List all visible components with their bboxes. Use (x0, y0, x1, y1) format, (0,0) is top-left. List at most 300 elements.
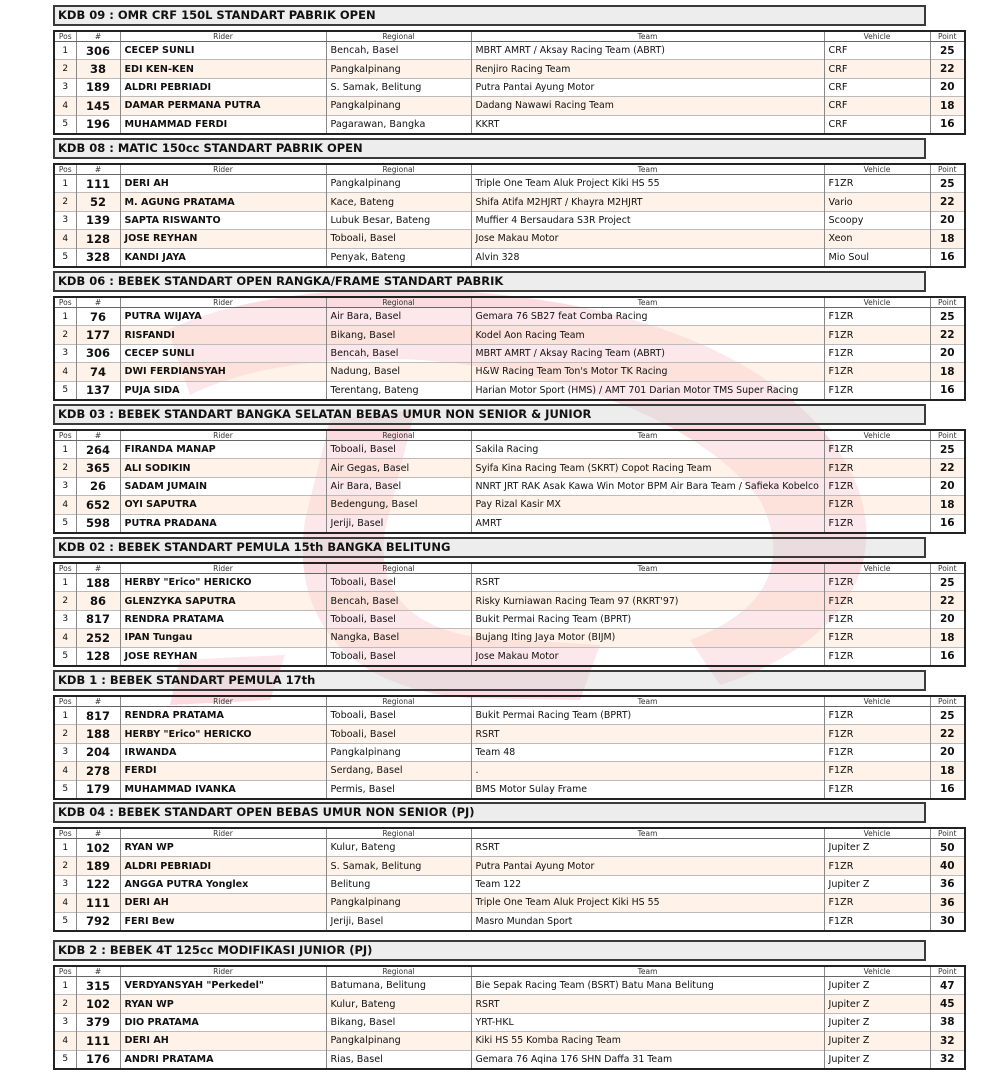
table-row (54, 592, 965, 610)
cell-regional: Toboali, Basel (326, 610, 471, 628)
cell-pos: 1 (54, 42, 76, 60)
cell-regional: Kulur, Bateng (326, 839, 471, 857)
table-row (54, 780, 965, 799)
cell-point: 20 (930, 211, 965, 229)
cell-vehicle: F1ZR (824, 592, 930, 610)
cell-rider: SAPTA RISWANTO (120, 211, 326, 229)
column-header-pos: Pos (54, 966, 76, 977)
cell-team: Bukit Permai Racing Team (BPRT) (471, 707, 824, 725)
cell-num: 652 (76, 496, 120, 514)
cell-num: 102 (76, 995, 120, 1013)
cell-point: 32 (930, 1032, 965, 1050)
cell-pos: 4 (54, 97, 76, 115)
cell-regional: Toboali, Basel (326, 647, 471, 666)
column-header-vehicle: Vehicle (824, 696, 930, 707)
cell-regional: Pangkalpinang (326, 97, 471, 115)
column-header-rider: Rider (120, 966, 326, 977)
column-header-num: # (76, 828, 120, 839)
cell-rider: HERBY "Erico" HERICKO (120, 574, 326, 592)
column-header-point: Point (930, 563, 965, 574)
column-header-num: # (76, 31, 120, 42)
cell-regional: Pangkalpinang (326, 1032, 471, 1050)
header-row (54, 430, 965, 441)
cell-regional: Belitung (326, 875, 471, 893)
cell-regional: Nadung, Basel (326, 363, 471, 381)
cell-team: Muffier 4 Bersaudara S3R Project (471, 211, 824, 229)
cell-point: 32 (930, 1050, 965, 1069)
cell-rider: RENDRA PRATAMA (120, 707, 326, 725)
cell-num: 315 (76, 977, 120, 995)
cell-num: 139 (76, 211, 120, 229)
cell-num: 306 (76, 344, 120, 362)
cell-rider: FERDI (120, 762, 326, 780)
cell-pos: 2 (54, 592, 76, 610)
header-row (54, 164, 965, 175)
cell-regional: Pangkalpinang (326, 743, 471, 761)
cell-team: Harian Motor Sport (HMS) / AMT 701 Darian Motor TMS Super Racing (471, 381, 824, 400)
cell-pos: 4 (54, 762, 76, 780)
section-title: KDB 1 : BEBEK STANDART PEMULA 17th (53, 670, 926, 691)
results-table (53, 562, 966, 667)
table-row (54, 97, 965, 115)
column-header-rider: Rider (120, 430, 326, 441)
results-table (53, 30, 966, 135)
column-header-rider: Rider (120, 297, 326, 308)
cell-vehicle: F1ZR (824, 707, 930, 725)
cell-point: 20 (930, 743, 965, 761)
cell-vehicle: Jupiter Z (824, 1050, 930, 1069)
cell-point: 40 (930, 857, 965, 875)
cell-vehicle: F1ZR (824, 477, 930, 495)
cell-vehicle: Jupiter Z (824, 875, 930, 893)
cell-num: 278 (76, 762, 120, 780)
column-header-point: Point (930, 966, 965, 977)
header-row (54, 31, 965, 42)
cell-pos: 2 (54, 326, 76, 344)
cell-regional: Bikang, Basel (326, 326, 471, 344)
cell-regional: Toboali, Basel (326, 441, 471, 459)
cell-regional: Terentang, Bateng (326, 381, 471, 400)
cell-pos: 1 (54, 977, 76, 995)
column-header-regional: Regional (326, 297, 471, 308)
cell-num: 74 (76, 363, 120, 381)
cell-pos: 3 (54, 344, 76, 362)
cell-rider: DERI AH (120, 894, 326, 912)
cell-num: 264 (76, 441, 120, 459)
table-row (54, 743, 965, 761)
race-section (53, 138, 964, 268)
table-row (54, 514, 965, 533)
cell-vehicle: F1ZR (824, 743, 930, 761)
cell-rider: ANGGA PUTRA Yonglex (120, 875, 326, 893)
cell-num: 189 (76, 857, 120, 875)
cell-team: Dadang Nawawi Racing Team (471, 97, 824, 115)
cell-team: Alvin 328 (471, 248, 824, 267)
cell-vehicle: F1ZR (824, 629, 930, 647)
cell-point: 45 (930, 995, 965, 1013)
cell-vehicle: F1ZR (824, 647, 930, 666)
cell-team: YRT-HKL (471, 1013, 824, 1031)
cell-rider: MUHAMMAD IVANKA (120, 780, 326, 799)
column-header-vehicle: Vehicle (824, 297, 930, 308)
cell-vehicle: F1ZR (824, 725, 930, 743)
cell-pos: 3 (54, 477, 76, 495)
column-header-point: Point (930, 828, 965, 839)
cell-point: 16 (930, 381, 965, 400)
cell-point: 36 (930, 875, 965, 893)
header-row (54, 828, 965, 839)
column-header-pos: Pos (54, 828, 76, 839)
cell-rider: PUTRA WIJAYA (120, 308, 326, 326)
cell-team: RSRT (471, 995, 824, 1013)
cell-point: 18 (930, 363, 965, 381)
cell-regional: Air Bara, Basel (326, 477, 471, 495)
cell-point: 38 (930, 1013, 965, 1031)
column-header-regional: Regional (326, 563, 471, 574)
cell-num: 252 (76, 629, 120, 647)
table-row (54, 629, 965, 647)
cell-team: MBRT AMRT / Aksay Racing Team (ABRT) (471, 42, 824, 60)
column-header-rider: Rider (120, 828, 326, 839)
cell-num: 189 (76, 78, 120, 96)
race-section (53, 940, 964, 1070)
cell-rider: PUJA SIDA (120, 381, 326, 400)
table-row (54, 42, 965, 60)
header-row (54, 297, 965, 308)
header-row (54, 563, 965, 574)
cell-point: 25 (930, 441, 965, 459)
column-header-regional: Regional (326, 966, 471, 977)
cell-rider: DERI AH (120, 175, 326, 193)
cell-rider: FERI Bew (120, 912, 326, 931)
cell-regional: Bikang, Basel (326, 1013, 471, 1031)
cell-num: 817 (76, 610, 120, 628)
cell-regional: Penyak, Bateng (326, 248, 471, 267)
table-row (54, 610, 965, 628)
column-header-vehicle: Vehicle (824, 966, 930, 977)
cell-team: Syifa Kina Racing Team (SKRT) Copot Racing Team (471, 459, 824, 477)
cell-team: Pay Rizal Kasir MX (471, 496, 824, 514)
cell-pos: 5 (54, 514, 76, 533)
cell-pos: 1 (54, 707, 76, 725)
cell-team: . (471, 762, 824, 780)
cell-point: 25 (930, 308, 965, 326)
cell-team: RSRT (471, 574, 824, 592)
section-title: KDB 06 : BEBEK STANDART OPEN RANGKA/FRAME STANDART PABRIK (53, 271, 926, 292)
cell-pos: 4 (54, 894, 76, 912)
section-title: KDB 2 : BEBEK 4T 125cc MODIFIKASI JUNIOR (PJ) (53, 940, 926, 961)
cell-pos: 4 (54, 496, 76, 514)
table-row (54, 78, 965, 96)
results-table (53, 163, 966, 268)
cell-regional: Serdang, Basel (326, 762, 471, 780)
cell-regional: Bencah, Basel (326, 42, 471, 60)
cell-regional: Toboali, Basel (326, 574, 471, 592)
cell-rider: EDI KEN-KEN (120, 60, 326, 78)
cell-regional: Air Gegas, Basel (326, 459, 471, 477)
cell-point: 36 (930, 894, 965, 912)
table-row (54, 60, 965, 78)
cell-vehicle: Jupiter Z (824, 995, 930, 1013)
column-header-rider: Rider (120, 164, 326, 175)
column-header-num: # (76, 430, 120, 441)
cell-num: 86 (76, 592, 120, 610)
cell-rider: ALDRI PEBRIADI (120, 857, 326, 875)
cell-rider: ALDRI PEBRIADI (120, 78, 326, 96)
cell-num: 111 (76, 175, 120, 193)
cell-rider: IRWANDA (120, 743, 326, 761)
cell-point: 18 (930, 762, 965, 780)
table-row (54, 363, 965, 381)
cell-num: 38 (76, 60, 120, 78)
cell-regional: Kulur, Bateng (326, 995, 471, 1013)
race-section (53, 404, 964, 534)
cell-team: Team 122 (471, 875, 824, 893)
cell-pos: 4 (54, 230, 76, 248)
cell-pos: 3 (54, 743, 76, 761)
cell-num: 111 (76, 894, 120, 912)
section-title: KDB 02 : BEBEK STANDART PEMULA 15th BANGKA BELITUNG (53, 537, 926, 558)
cell-pos: 4 (54, 629, 76, 647)
table-row (54, 477, 965, 495)
table-row (54, 1032, 965, 1050)
column-header-team: Team (471, 31, 824, 42)
cell-rider: RYAN WP (120, 995, 326, 1013)
cell-rider: JOSE REYHAN (120, 230, 326, 248)
cell-rider: VERDYANSYAH "Perkedel" (120, 977, 326, 995)
results-table (53, 695, 966, 800)
table-row (54, 496, 965, 514)
cell-num: 365 (76, 459, 120, 477)
cell-point: 25 (930, 707, 965, 725)
cell-vehicle: Jupiter Z (824, 839, 930, 857)
cell-point: 20 (930, 477, 965, 495)
cell-regional: Bedengung, Basel (326, 496, 471, 514)
cell-num: 26 (76, 477, 120, 495)
cell-rider: DERI AH (120, 1032, 326, 1050)
cell-vehicle: CRF (824, 115, 930, 134)
cell-team: BMS Motor Sulay Frame (471, 780, 824, 799)
cell-pos: 5 (54, 912, 76, 931)
cell-point: 20 (930, 344, 965, 362)
cell-vehicle: F1ZR (824, 574, 930, 592)
cell-team: MBRT AMRT / Aksay Racing Team (ABRT) (471, 344, 824, 362)
column-header-pos: Pos (54, 164, 76, 175)
cell-team: Putra Pantai Ayung Motor (471, 857, 824, 875)
table-row (54, 875, 965, 893)
cell-vehicle: Jupiter Z (824, 977, 930, 995)
column-header-regional: Regional (326, 696, 471, 707)
cell-point: 25 (930, 574, 965, 592)
cell-vehicle: F1ZR (824, 496, 930, 514)
cell-vehicle: CRF (824, 60, 930, 78)
cell-rider: DAMAR PERMANA PUTRA (120, 97, 326, 115)
column-header-pos: Pos (54, 31, 76, 42)
cell-team: RSRT (471, 839, 824, 857)
column-header-num: # (76, 696, 120, 707)
column-header-vehicle: Vehicle (824, 31, 930, 42)
cell-regional: Toboali, Basel (326, 230, 471, 248)
cell-rider: RISFANDI (120, 326, 326, 344)
cell-team: Gemara 76 Aqina 176 SHN Daffa 31 Team (471, 1050, 824, 1069)
cell-team: NNRT JRT RAK Asak Kawa Win Motor BPM Air Bara Team / Safieka Kobelco (471, 477, 824, 495)
cell-pos: 2 (54, 60, 76, 78)
cell-team: Kiki HS 55 Komba Racing Team (471, 1032, 824, 1050)
results-table (53, 965, 966, 1070)
section-title: KDB 03 : BEBEK STANDART BANGKA SELATAN BEBAS UMUR NON SENIOR & JUNIOR (53, 404, 926, 425)
column-header-num: # (76, 164, 120, 175)
results-table (53, 827, 966, 932)
cell-team: Sakila Racing (471, 441, 824, 459)
cell-regional: S. Samak, Belitung (326, 78, 471, 96)
column-header-regional: Regional (326, 31, 471, 42)
column-header-num: # (76, 966, 120, 977)
cell-vehicle: F1ZR (824, 363, 930, 381)
column-header-vehicle: Vehicle (824, 828, 930, 839)
cell-point: 47 (930, 977, 965, 995)
cell-point: 16 (930, 780, 965, 799)
column-header-point: Point (930, 696, 965, 707)
column-header-point: Point (930, 297, 965, 308)
cell-rider: M. AGUNG PRATAMA (120, 193, 326, 211)
cell-pos: 5 (54, 780, 76, 799)
cell-team: Bie Sepak Racing Team (BSRT) Batu Mana Belitung (471, 977, 824, 995)
cell-vehicle: Vario (824, 193, 930, 211)
cell-point: 25 (930, 175, 965, 193)
cell-point: 20 (930, 78, 965, 96)
cell-num: 379 (76, 1013, 120, 1031)
cell-num: 179 (76, 780, 120, 799)
cell-point: 22 (930, 60, 965, 78)
cell-pos: 1 (54, 441, 76, 459)
table-row (54, 344, 965, 362)
table-row (54, 308, 965, 326)
table-row (54, 248, 965, 267)
cell-pos: 3 (54, 1013, 76, 1031)
cell-regional: Kace, Bateng (326, 193, 471, 211)
cell-regional: Bencah, Basel (326, 344, 471, 362)
column-header-team: Team (471, 164, 824, 175)
cell-num: 76 (76, 308, 120, 326)
cell-team: Team 48 (471, 743, 824, 761)
cell-rider: RYAN WP (120, 839, 326, 857)
table-row (54, 977, 965, 995)
cell-vehicle: Jupiter Z (824, 1032, 930, 1050)
cell-pos: 5 (54, 248, 76, 267)
cell-pos: 2 (54, 193, 76, 211)
cell-team: Renjiro Racing Team (471, 60, 824, 78)
cell-regional: Pagarawan, Bangka (326, 115, 471, 134)
cell-team: Risky Kurniawan Racing Team 97 (RKRT'97) (471, 592, 824, 610)
column-header-regional: Regional (326, 828, 471, 839)
cell-num: 128 (76, 647, 120, 666)
cell-team: Kodel Aon Racing Team (471, 326, 824, 344)
cell-vehicle: F1ZR (824, 459, 930, 477)
cell-rider: CECEP SUNLI (120, 42, 326, 60)
column-header-vehicle: Vehicle (824, 563, 930, 574)
cell-pos: 1 (54, 175, 76, 193)
cell-vehicle: F1ZR (824, 912, 930, 931)
cell-team: Gemara 76 SB27 feat Comba Racing (471, 308, 824, 326)
cell-regional: Toboali, Basel (326, 725, 471, 743)
cell-team: Jose Makau Motor (471, 647, 824, 666)
table-row (54, 381, 965, 400)
section-title: KDB 09 : OMR CRF 150L STANDART PABRIK OPEN (53, 5, 926, 26)
results-table (53, 429, 966, 534)
column-header-team: Team (471, 696, 824, 707)
cell-vehicle: F1ZR (824, 857, 930, 875)
cell-point: 16 (930, 248, 965, 267)
cell-point: 22 (930, 725, 965, 743)
table-row (54, 725, 965, 743)
cell-vehicle: F1ZR (824, 308, 930, 326)
column-header-rider: Rider (120, 31, 326, 42)
cell-regional: Jeriji, Basel (326, 912, 471, 931)
column-header-num: # (76, 297, 120, 308)
cell-vehicle: Xeon (824, 230, 930, 248)
cell-pos: 2 (54, 857, 76, 875)
table-row (54, 211, 965, 229)
cell-vehicle: F1ZR (824, 514, 930, 533)
cell-vehicle: F1ZR (824, 780, 930, 799)
cell-point: 16 (930, 647, 965, 666)
cell-point: 50 (930, 839, 965, 857)
cell-regional: Permis, Basel (326, 780, 471, 799)
cell-team: KKRT (471, 115, 824, 134)
cell-point: 16 (930, 115, 965, 134)
cell-team: Triple One Team Aluk Project Kiki HS 55 (471, 175, 824, 193)
cell-team: H&W Racing Team Ton's Motor TK Racing (471, 363, 824, 381)
cell-rider: MUHAMMAD FERDI (120, 115, 326, 134)
cell-num: 306 (76, 42, 120, 60)
column-header-team: Team (471, 430, 824, 441)
cell-team: Masro Mundan Sport (471, 912, 824, 931)
table-row (54, 912, 965, 931)
cell-rider: OYI SAPUTRA (120, 496, 326, 514)
cell-regional: Toboali, Basel (326, 707, 471, 725)
cell-point: 20 (930, 610, 965, 628)
cell-pos: 3 (54, 78, 76, 96)
cell-point: 22 (930, 459, 965, 477)
cell-point: 18 (930, 496, 965, 514)
cell-regional: Nangka, Basel (326, 629, 471, 647)
table-row (54, 193, 965, 211)
cell-point: 18 (930, 97, 965, 115)
cell-regional: S. Samak, Belitung (326, 857, 471, 875)
column-header-point: Point (930, 31, 965, 42)
cell-num: 102 (76, 839, 120, 857)
cell-num: 792 (76, 912, 120, 931)
cell-team: Shifa Atifa M2HJRT / Khayra M2HJRT (471, 193, 824, 211)
table-row (54, 647, 965, 666)
header-row (54, 966, 965, 977)
cell-pos: 2 (54, 459, 76, 477)
results-table (53, 296, 966, 401)
cell-rider: KANDI JAYA (120, 248, 326, 267)
cell-regional: Rias, Basel (326, 1050, 471, 1069)
column-header-vehicle: Vehicle (824, 430, 930, 441)
cell-team: Bujang Iting Jaya Motor (BIJM) (471, 629, 824, 647)
cell-rider: JOSE REYHAN (120, 647, 326, 666)
cell-rider: HERBY "Erico" HERICKO (120, 725, 326, 743)
cell-num: 128 (76, 230, 120, 248)
cell-num: 52 (76, 193, 120, 211)
cell-vehicle: CRF (824, 97, 930, 115)
cell-point: 22 (930, 592, 965, 610)
cell-team: AMRT (471, 514, 824, 533)
column-header-pos: Pos (54, 563, 76, 574)
cell-num: 204 (76, 743, 120, 761)
